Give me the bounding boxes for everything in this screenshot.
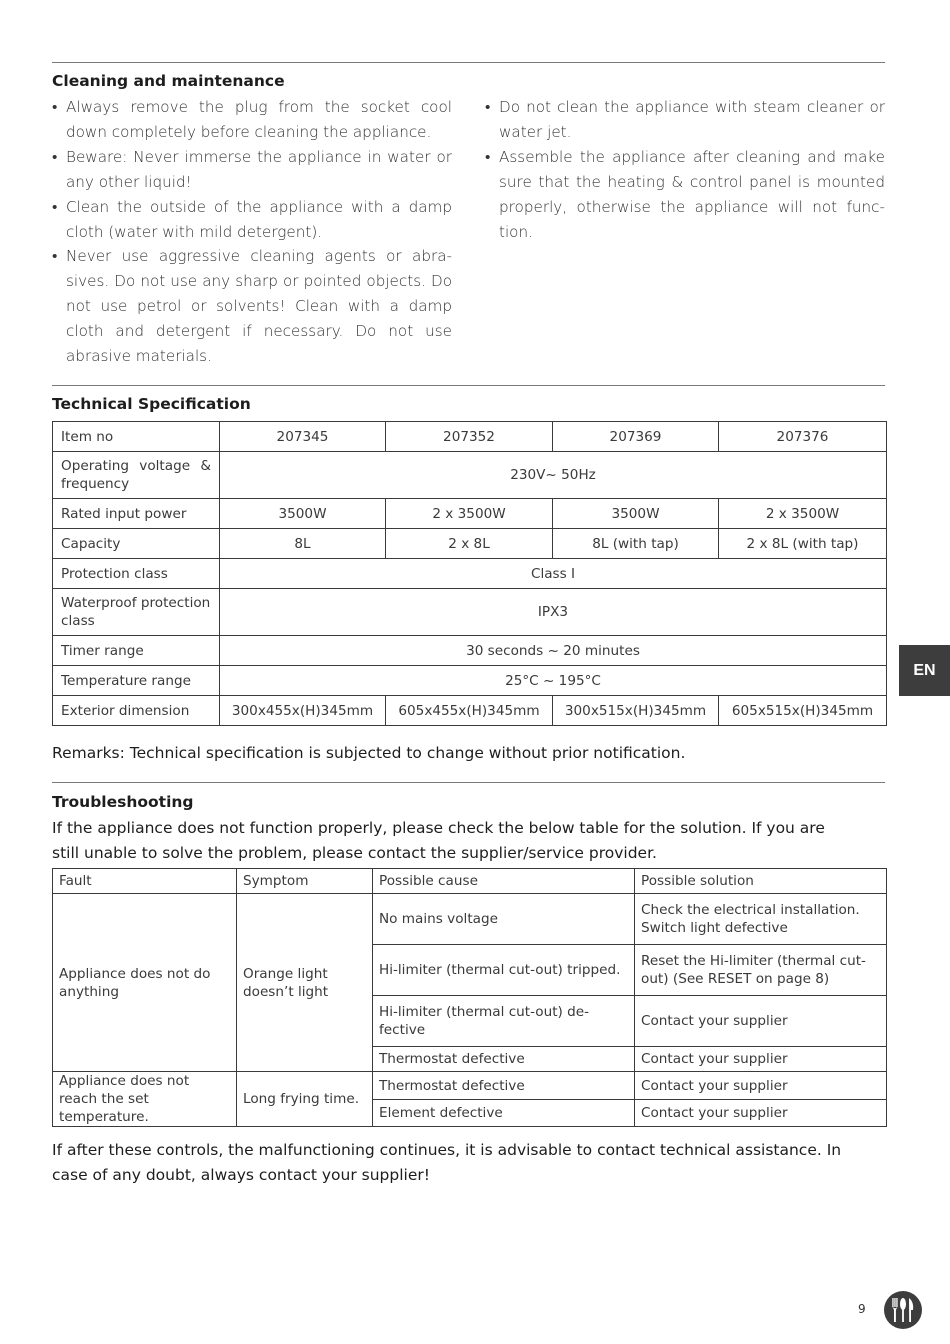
table-row: [53, 422, 887, 452]
spec-model: 207376: [719, 422, 887, 452]
solution-cell: Reset the Hi-limiter (thermal cut-out) (See RESET on page 8): [635, 945, 887, 996]
solution-cell: Contact your supplier: [635, 1047, 887, 1072]
spec-label: Temperature range: [53, 666, 220, 696]
cleaning-bullet: • Always remove the plug from the socket cool down completely before cleaning the appliance.: [52, 95, 452, 145]
spec-label: Timer range: [53, 636, 220, 666]
symptom-cell: Orange light doesn’t light: [237, 894, 373, 1072]
page-number: 9: [858, 1302, 866, 1316]
column-header: Possible cause: [373, 869, 635, 894]
spec-value: 30 seconds ~ 20 minutes: [220, 636, 887, 666]
spec-value: 8L (with tap): [553, 529, 719, 559]
spec-label: Waterproof protection class: [53, 589, 220, 636]
spec-value: IPX3: [220, 589, 887, 636]
solution-cell: Check the electrical installation. Switch light defective: [635, 894, 887, 945]
cause-cell: Thermostat defective: [373, 1072, 635, 1100]
spec-model: 207369: [553, 422, 719, 452]
column-header: Fault: [53, 869, 237, 894]
table-row: [53, 559, 887, 589]
spec-value: 8L: [220, 529, 386, 559]
trouble-heading: Troubleshooting: [52, 793, 194, 811]
cause-cell: Element defective: [373, 1100, 635, 1127]
spec-label: Capacity: [53, 529, 220, 559]
table-row: [53, 636, 887, 666]
table-row: [53, 696, 887, 726]
cause-cell: Hi-limiter (thermal cut-out) tripped.: [373, 945, 635, 996]
spec-label: Protection class: [53, 559, 220, 589]
spec-label: Operating voltage & frequency: [53, 452, 220, 499]
spec-value: 2 x 3500W: [386, 499, 553, 529]
spec-model: 207345: [220, 422, 386, 452]
spec-value: 2 x 8L (with tap): [719, 529, 887, 559]
spec-value: 230V~ 50Hz: [220, 452, 887, 499]
spec-value: 3500W: [220, 499, 386, 529]
fault-cell: Appliance does not reach the set temperature.: [53, 1072, 237, 1127]
spec-label: Rated input power: [53, 499, 220, 529]
trouble-closing: If after these controls, the malfunctioning continues, it is advisable to contact technical assistance. In case of any doubt, always contact your supplier!: [52, 1141, 842, 1184]
solution-cell: Contact your supplier: [635, 1072, 887, 1100]
cause-cell: Thermostat defective: [373, 1047, 635, 1072]
spec-model: 207352: [386, 422, 553, 452]
trouble-intro: If the appliance does not function properly, please check the below table for the solution. If you are still unable to solve the problem, please contact the supplier/service provider.: [52, 819, 825, 862]
spec-label: Exterior dimension: [53, 696, 220, 726]
spec-value: 605x455x(H)345mm: [386, 696, 553, 726]
cleaning-left-column: [52, 95, 452, 369]
spec-value: 300x455x(H)345mm: [220, 696, 386, 726]
cleaning-bullet: • Do not clean the appliance with steam cleaner or water jet.: [485, 95, 885, 145]
solution-cell: Contact your supplier: [635, 1100, 887, 1127]
cleaning-bullet: • Never use aggressive cleaning agents or abra-sives. Do not use any sharp or pointed objects. Do not use petrol or solvents! Clean with a damp cloth and detergent if necessary. Do not use abrasive materials.: [52, 244, 452, 369]
cleaning-heading: Cleaning and maintenance: [52, 72, 285, 90]
spec-label: Item no: [53, 422, 220, 452]
cleaning-bullet: • Assemble the appliance after cleaning and make sure that the heating & control panel is mounted properly, otherwise the appliance will not func-tion.: [485, 145, 885, 245]
table-row: [53, 894, 887, 945]
section-divider: [52, 62, 885, 63]
spec-remarks: Remarks: Technical specification is subjected to change without prior notification.: [52, 744, 686, 762]
cleaning-right-column: [485, 95, 885, 244]
table-row: [53, 529, 887, 559]
table-row: [53, 869, 887, 894]
spec-value: 25°C ~ 195°C: [220, 666, 887, 696]
cause-cell: No mains voltage: [373, 894, 635, 945]
section-divider: [52, 385, 885, 386]
spec-value: 605x515x(H)345mm: [719, 696, 887, 726]
spec-table: [52, 421, 887, 726]
table-row: [53, 666, 887, 696]
cleaning-bullet: • Beware: Never immerse the appliance in water or any other liquid!: [52, 145, 452, 195]
spec-heading: Technical Specification: [52, 395, 251, 413]
section-divider: [52, 782, 885, 783]
table-row: [53, 452, 887, 499]
cutlery-logo-icon: [883, 1290, 923, 1330]
table-row: [53, 1072, 887, 1100]
cause-cell: Hi-limiter (thermal cut-out) de-fective: [373, 996, 635, 1047]
symptom-cell: Long frying time.: [237, 1072, 373, 1127]
spec-value: 3500W: [553, 499, 719, 529]
language-tab: EN: [899, 645, 950, 696]
cleaning-bullet: • Clean the outside of the appliance with a damp cloth (water with mild detergent).: [52, 195, 452, 245]
column-header: Symptom: [237, 869, 373, 894]
spec-value: Class I: [220, 559, 887, 589]
spec-value: 2 x 3500W: [719, 499, 887, 529]
spec-value: 300x515x(H)345mm: [553, 696, 719, 726]
solution-cell: Contact your supplier: [635, 996, 887, 1047]
spec-value: 2 x 8L: [386, 529, 553, 559]
column-header: Possible solution: [635, 869, 887, 894]
table-row: [53, 589, 887, 636]
fault-cell: Appliance does not do anything: [53, 894, 237, 1072]
troubleshooting-table: [52, 868, 887, 1127]
table-row: [53, 499, 887, 529]
